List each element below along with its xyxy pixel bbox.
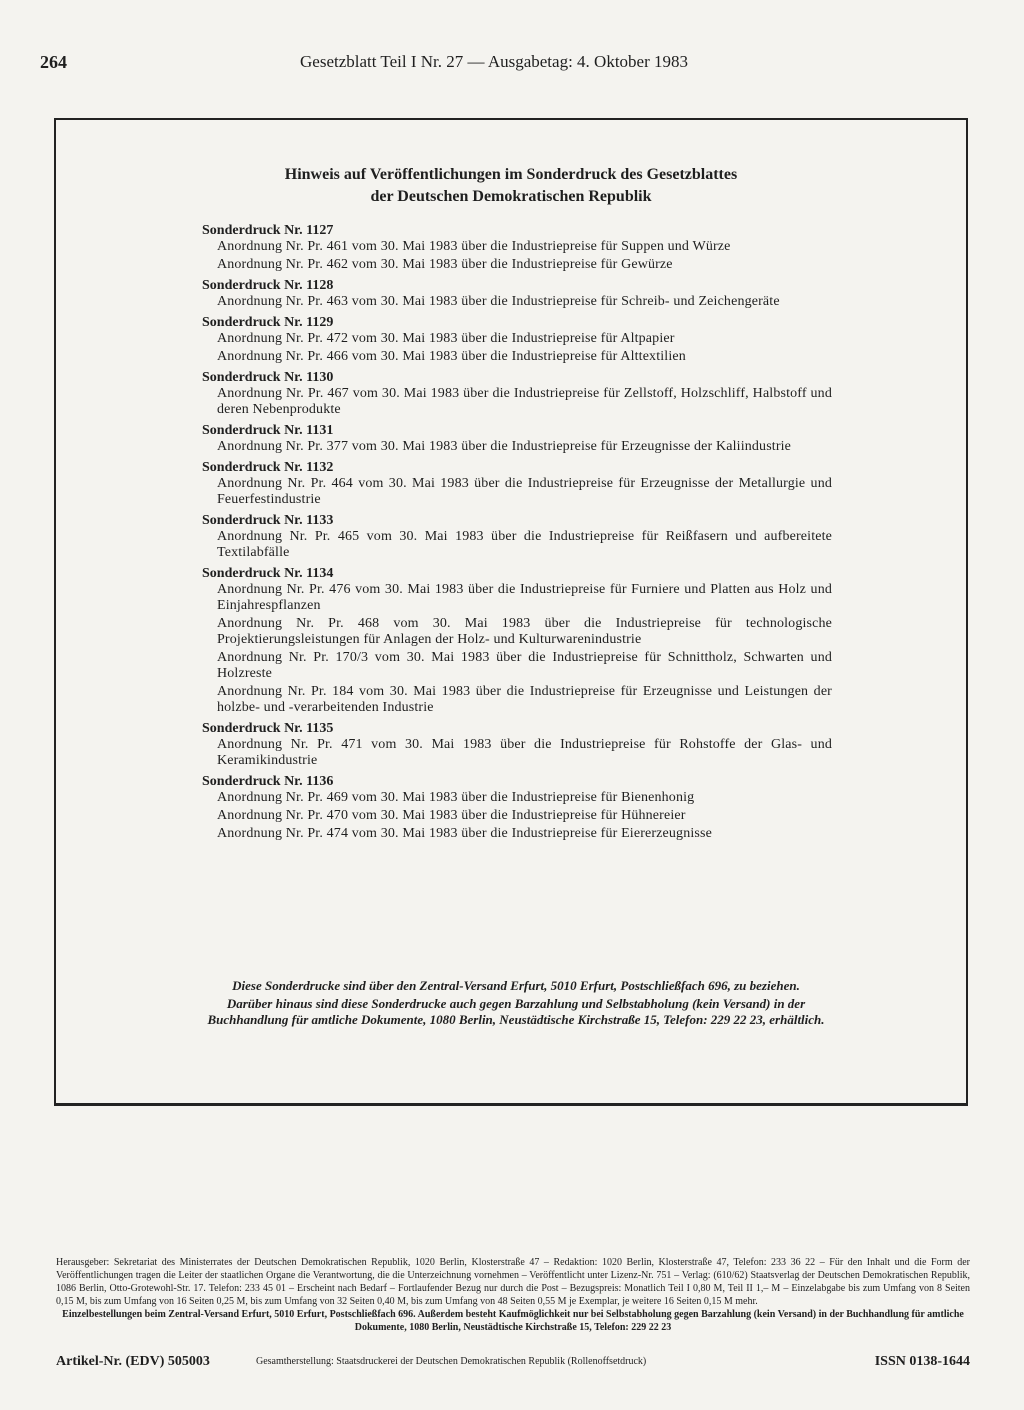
ordinance-item: Anordnung Nr. Pr. 467 vom 30. Mai 1983 über die Industriepreise für Zellstoff, Holzschliff, Halbstoff und deren Nebenprodukte [217, 386, 832, 417]
notice-title [56, 164, 966, 208]
sonderdruck-heading: Sonderdruck Nr. 1136 [202, 774, 334, 789]
ordinance-item: Anordnung Nr. Pr. 476 vom 30. Mai 1983 über die Industriepreise für Furniere und Platten aus Holz und Einjahrespflanzen [217, 582, 832, 613]
sonderdruck-heading: Sonderdruck Nr. 1128 [202, 278, 334, 293]
ordinance-item: Anordnung Nr. Pr. 470 vom 30. Mai 1983 über die Industriepreise für Hühnereier [217, 808, 686, 823]
sonderdruck-group [202, 459, 832, 508]
ordinance-item: Anordnung Nr. Pr. 184 vom 30. Mai 1983 über die Industriepreise für Erzeugnisse und Leistungen der holzbe- und -verarbeitenden Industrie [217, 684, 832, 715]
page-number: 264 [40, 52, 67, 72]
notice-title-line1: Hinweis auf Veröffentlichungen im Sonderdruck des Gesetzblattes [284, 166, 738, 183]
sonderdruck-heading: Sonderdruck Nr. 1135 [202, 721, 334, 736]
sonderdruck-group [202, 314, 832, 365]
ordinance-item: Anordnung Nr. Pr. 463 vom 30. Mai 1983 über die Industriepreise für Schreib- und Zeichengeräte [217, 294, 780, 309]
sonderdruck-heading: Sonderdruck Nr. 1130 [202, 370, 334, 385]
sonderdruck-heading: Sonderdruck Nr. 1129 [202, 315, 334, 330]
ordinance-item: Anordnung Nr. Pr. 464 vom 30. Mai 1983 über die Industriepreise für Erzeugnisse der Metallurgie und Feuerfestindustrie [217, 476, 832, 507]
sonderdruck-group [202, 720, 832, 769]
sonderdruck-list [202, 222, 832, 846]
sonderdruck-heading: Sonderdruck Nr. 1131 [202, 423, 334, 438]
article-number: Artikel-Nr. (EDV) 505003 [56, 1354, 210, 1369]
orders-text: Einzelbestellungen beim Zentral-Versand Erfurt, 5010 Erfurt, Postschließfach 696. Außerdem besteht Kaufmöglichkeit nur bei Selbstabholung gegen Barzahlung (kein Versand) in der Buchhandlung für amtliche Dokumente, 1080 Berlin, Neustädtische Kirchstraße 15, Telefon: 229 22 23 [62, 1309, 964, 1333]
ordinance-item: Anordnung Nr. Pr. 472 vom 30. Mai 1983 über die Industriepreise für Altpapier [217, 331, 675, 346]
sonderdruck-group [202, 277, 832, 310]
sonderdruck-group [202, 222, 832, 273]
ordinance-item: Anordnung Nr. Pr. 468 vom 30. Mai 1983 über die Industriepreise für technologische Projektierungsleistungen für Anlagen der Holz- und Kulturwarenindustrie [217, 616, 832, 647]
ordinance-item: Anordnung Nr. Pr. 377 vom 30. Mai 1983 über die Industriepreise für Erzeugnisse der Kaliindustrie [217, 439, 792, 454]
sonderdruck-group [202, 565, 832, 716]
sonderdruck-heading: Sonderdruck Nr. 1134 [202, 566, 334, 581]
ordering-notice-para2: Darüber hinaus sind diese Sonderdrucke auch gegen Barzahlung und Selbstabholung (kein Versand) in der Buchhandlung für amtliche Dokumente, 1080 Berlin, Neustädtische Kirchstraße 15, Telefon: 229 22 23, erhältlich. [207, 996, 825, 1027]
ordinance-item: Anordnung Nr. Pr. 474 vom 30. Mai 1983 über die Industriepreise für Eiererzeugnisse [217, 826, 712, 841]
ordering-notice-para1: Diese Sonderdrucke sind über den Zentral-Versand Erfurt, 5010 Erfurt, Postschließfach 696, zu beziehen. [232, 978, 800, 993]
sonderdruck-group [202, 512, 832, 561]
ordinance-item: Anordnung Nr. Pr. 469 vom 30. Mai 1983 über die Industriepreise für Bienenhonig [217, 790, 695, 805]
sonderdruck-heading: Sonderdruck Nr. 1133 [202, 513, 334, 528]
imprint-text: Herausgeber: Sekretariat des Ministerrates der Deutschen Demokratischen Republik, 1020 Berlin, Klosterstraße 47 – Redaktion: 1020 Berlin, Klosterstraße 47, Telefon: 233 36 22 – Für den Inhalt und die Form der Veröffentlichungen tragen die Leiter der staatlichen Organe die Verantwortung, die die Unterzeichnung vornehmen – Veröffentlicht unter Lizenz-Nr. 751 – Verlag: (610/62) Staatsverlag der Deutschen Demokratischen Republik, 1086 Berlin, Otto-Grotewohl-Str. 17. Telefon: 233 45 01 – Erscheint nach Bedarf – Fortlaufender Bezug nur durch die Post – Bezugspreis: Monatlich Teil I 0,80 M, Teil II 1,– M – Einzelabgabe bis zum Umfang von 8 Seiten 0,15 M, bis zum Umfang von 16 Seiten 0,25 M, bis zum Umfang von 32 Seiten 0,40 M, bis zum Umfang von 48 Seiten 0,55 M je Exemplar, je weitere 16 Seiten 0,15 M mehr. [56, 1257, 970, 1307]
notice-box [54, 118, 968, 1106]
ordinance-item: Anordnung Nr. Pr. 170/3 vom 30. Mai 1983 über die Industriepreise für Schnittholz, Schwarten und Holzreste [217, 650, 832, 681]
sonderdruck-group [202, 773, 832, 842]
issn: ISSN 0138-1644 [874, 1354, 970, 1369]
ordinance-item: Anordnung Nr. Pr. 465 vom 30. Mai 1983 über die Industriepreise für Reißfasern und aufbereitete Textilabfälle [217, 529, 832, 560]
sonderdruck-group [202, 369, 832, 418]
ordering-notice [196, 978, 836, 1030]
ordinance-item: Anordnung Nr. Pr. 471 vom 30. Mai 1983 über die Industriepreise für Rohstoffe der Glas- und Keramikindustrie [217, 737, 832, 768]
page-header [40, 50, 740, 74]
imprint-footer [56, 1256, 970, 1334]
ordinance-item: Anordnung Nr. Pr. 461 vom 30. Mai 1983 über die Industriepreise für Suppen und Würze [217, 239, 731, 254]
sonderdruck-heading: Sonderdruck Nr. 1127 [202, 223, 334, 238]
notice-title-line2: der Deutschen Demokratischen Republik [370, 188, 652, 205]
ordinance-item: Anordnung Nr. Pr. 466 vom 30. Mai 1983 über die Industriepreise für Alttextilien [217, 349, 686, 364]
gazette-header-title: Gesetzblatt Teil I Nr. 27 — Ausgabetag: 4. Oktober 1983 [300, 52, 689, 71]
sonderdruck-group [202, 422, 832, 455]
printer-credit: Gesamtherstellung: Staatsdruckerei der Deutschen Demokratischen Republik (Rollenoffsetdruck) [256, 1356, 647, 1367]
ordinance-item: Anordnung Nr. Pr. 462 vom 30. Mai 1983 über die Industriepreise für Gewürze [217, 257, 673, 272]
sonderdruck-heading: Sonderdruck Nr. 1132 [202, 460, 334, 475]
bottom-line [56, 1354, 970, 1374]
